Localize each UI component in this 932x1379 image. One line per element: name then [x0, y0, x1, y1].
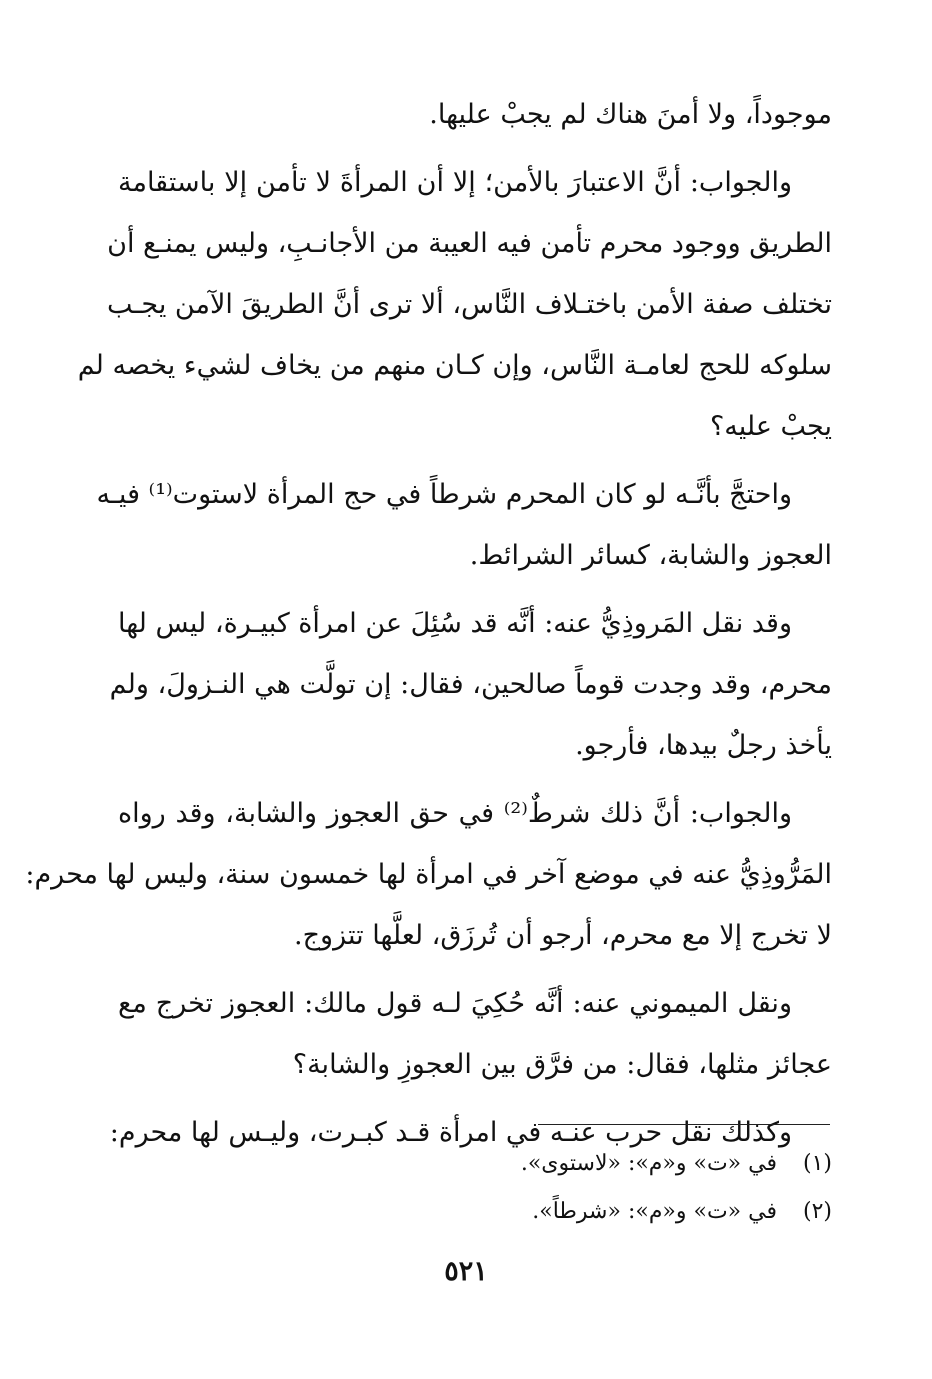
text-line: الطريق ووجود محرم تأمن فيه العيبة من الأجانـبِ، وليس يمنـع أن [107, 228, 832, 259]
text-line: واحتجَّ بأنَّـه لو كان المحرم شرطاً في حج المرأة لاستوت⁽¹⁾ فيـه [96, 479, 792, 510]
footnote-text: في «ت» و«م»: «شرطاً». [532, 1199, 777, 1224]
footnote [300, 1188, 832, 1236]
text-line: عجائز مثلها، فقال: من فرَّق بين العجوزِ والشابة؟ [292, 1049, 832, 1080]
text-line: ونقل الميموني عنه: أنَّه حُكِيَ لـه قول مالك: العجوز تخرج مع [118, 988, 792, 1019]
footnote-number: (٢) [802, 1199, 832, 1224]
footnote [300, 1140, 832, 1188]
text-line: سلوكه للحج لعامـة النَّاس، وإن كـان منهم من يخاف لشيء يخصه لم [77, 350, 832, 381]
footnote-divider [538, 1124, 830, 1125]
text-line: موجوداً، ولا أمنَ هناك لم يجبْ عليها. [429, 99, 832, 130]
text-line: محرم، وقد وجدت قوماً صالحين، فقال: إن تولَّت هي النـزولَ، ولم [109, 669, 832, 700]
text-line: لا تخرج إلا مع محرم، أرجو أن تُرزَق، لعلَّها تتزوج. [294, 920, 832, 951]
text-line: وقد نقل المَروذِيُّ عنه: أنَّه قد سُئِلَ عن امرأة كبيـرة، ليس لها [118, 608, 792, 639]
footnote-number: (١) [802, 1151, 832, 1176]
footnote-text: في «ت» و«م»: «لاستوى». [520, 1151, 777, 1176]
text-line: يأخذ رجلٌ بيدها، فأرجو. [575, 730, 832, 761]
text-line: يجبْ عليه؟ [709, 411, 832, 442]
footnotes [300, 1140, 832, 1236]
text-line: تختلف صفة الأمن باختـلاف النَّاس، ألا ترى أنَّ الطريقَ الآمن يجـب [106, 289, 832, 320]
text-line: المَرُّوذِيُّ عنه في موضع آخر في امرأة لها خمسون سنة، وليس لها محرم: [25, 859, 832, 890]
page-number: ٥٢١ [444, 1256, 488, 1287]
main-text [25, 84, 832, 1163]
text-line: والجواب: أنَّ الاعتبارَ بالأمن؛ إلا أن المرأةَ لا تأمن إلا باستقامة [118, 167, 792, 198]
text-line: وكذلك نقل حرب عنـه في امرأة قـد كبـرت، وليـس لها محرم: [109, 1117, 792, 1148]
text-line: والجواب: أنَّ ذلك شرطٌ⁽²⁾ في حق العجوز والشابة، وقد رواه [118, 798, 792, 829]
text-line: العجوز والشابة، كسائر الشرائط. [469, 540, 832, 571]
